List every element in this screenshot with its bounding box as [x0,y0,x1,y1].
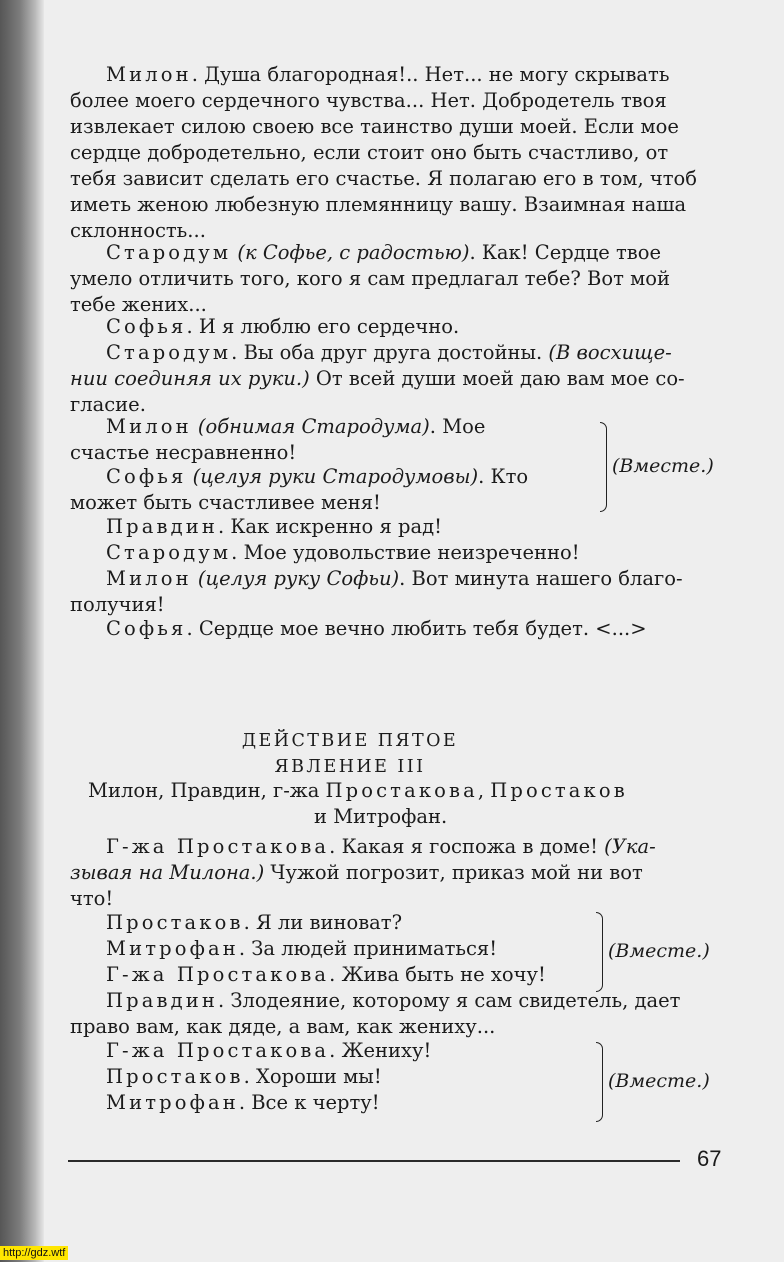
text-line: Митрофан. Все к черту! [106,1091,380,1114]
text-line: Стародум. Мое удовольствие неизреченно! [106,541,580,564]
text-line: извлекает силою своею все таинство души моей. Если мое [70,115,679,138]
book-spine-shadow [0,0,44,1262]
vmeste-note: (Вместе.) [608,1070,710,1092]
text-line: тебя зависит сделать его счастье. Я полагаю его в том, чтоб [70,167,698,190]
text-line: Милон (целуя руку Софьи). Вот минута нашего благо- [106,567,683,590]
text-line: Митрофан. За людей приниматься! [106,937,498,960]
text-line: Г-жа Простакова. Жива быть не хочу! [106,963,546,986]
scene-title: ЯВЛЕНИЕ III [274,757,426,777]
text-line: что! [70,887,114,910]
text-line: может быть счастливее меня! [70,491,381,514]
footer-rule [68,1160,680,1162]
text-line: умело отличить того, кого я сам предлагал тебе? Вот мой [70,267,670,290]
text-line: гласие. [70,393,146,416]
act-title: ДЕЙСТВИЕ ПЯТОЕ [241,731,459,751]
text-line: Стародум (к Софье, с радостью). Как! Сердце твое [106,241,662,264]
text-line: тебе жених... [70,293,207,316]
text-line: сердце добродетельно, если стоит оно быть счастливо, от [70,141,669,164]
cast-list: и Митрофан. [314,805,448,828]
text-line: Г-жа Простакова. Жениху! [106,1039,432,1062]
text-line: Простаков. Хороши мы! [106,1065,382,1088]
text-line: Правдин. Злодеяние, которому я сам свидетель, дает [106,989,681,1012]
bracket [596,912,603,992]
text-line: нии соединяя их руки.) От всей души моей даю вам мое со- [70,367,685,390]
text-line: более моего сердечного чувства... Нет. Добродетель твоя [70,89,667,112]
text-line: Стародум. Вы оба друг друга достойны. (В восхище- [106,341,672,364]
text-line: счастье несравненно! [70,441,297,464]
text-line: иметь женою любезную племянницу вашу. Взаимная наша [70,193,687,216]
text-line: Г-жа Простакова. Какая я госпожа в доме! (Ука- [106,835,656,858]
text-line: Милон. Душа благородная!.. Нет... не могу скрывать [106,63,670,86]
text-line: Софья (целуя руки Стародумовы). Кто [106,465,529,488]
page-number: 67 [697,1146,722,1171]
text-line: получия! [70,593,165,616]
text-line: право вам, как дяде, а вам, как жениху... [70,1015,496,1038]
text-line: Софья. И я люблю его сердечно. [106,315,460,338]
bracket [596,1042,603,1122]
text-line: Простаков. Я ли виноват? [106,911,403,934]
vmeste-note: (Вместе.) [612,455,714,477]
text-line: зывая на Милона.) Чужой погрозит, приказ мой ни вот [70,861,643,884]
vmeste-note: (Вместе.) [608,940,710,962]
cast-list: Милон, Правдин, г-жа Простакова, Простаков [88,779,628,802]
text-line: Правдин. Как искренно я рад! [106,515,442,538]
text-line: Милон (обнимая Стародума). Мое [106,415,486,438]
text-line: склонность... [70,219,206,242]
watermark-link[interactable]: http://gdz.wtf [0,1246,68,1260]
bracket [600,422,607,512]
text-line: Софья. Сердце мое вечно любить тебя будет. <...> [106,617,647,640]
